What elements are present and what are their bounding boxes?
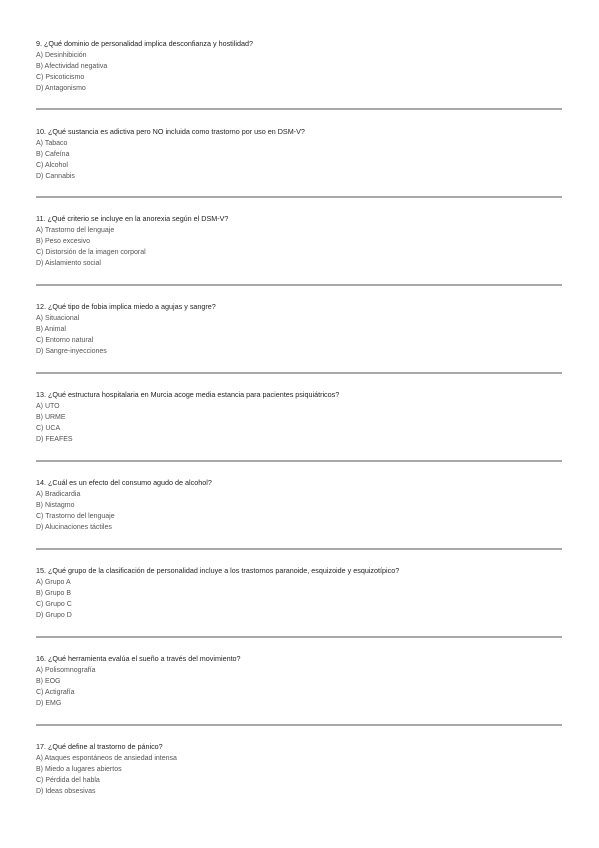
option-a: A) Polisomnografía [36,667,96,674]
option-c: C) Actigrafía [36,689,75,696]
question-text: 9. ¿Qué dominio de personalidad implica desconfianza y hostilidad? [36,39,253,48]
question-13 [36,389,560,445]
option-c: C) UCA [36,425,61,432]
option-d: D) Ideas obsesivas [36,788,96,795]
question-text: 14. ¿Cuál es un efecto del consumo agudo de alcohol? [36,478,212,487]
question-14 [36,477,560,533]
option-d: D) Aislamiento social [36,260,101,267]
question-text: 11. ¿Qué criterio se incluye en la anorexia según el DSM-V? [36,214,229,223]
option-b: B) Animal [36,326,66,333]
option-d: D) Cannabis [36,173,75,180]
question-text: 10. ¿Qué sustancia es adictiva pero NO incluida como trastorno por uso en DSM-V? [36,127,305,136]
question-17 [36,741,560,797]
separator-line [36,636,562,638]
question-10 [36,126,560,182]
question-12 [36,301,560,357]
option-d: D) Antagonismo [36,85,86,92]
separator-line [36,108,562,110]
option-d: D) Sangre-inyecciones [36,348,107,355]
option-b: B) EOG [36,678,61,685]
separator-line [36,724,562,726]
question-11 [36,213,560,269]
option-c: C) Entorno natural [36,337,94,344]
option-c: C) Psicoticismo [36,74,85,81]
option-c: C) Grupo C [36,601,72,608]
option-c: C) Pérdida del habla [36,777,100,784]
option-b: B) Nistagmo [36,502,75,509]
separator-line [36,460,562,462]
option-c: C) Distorsión de la imagen corporal [36,249,146,256]
option-a: A) UTO [36,403,60,410]
separator-line [36,548,562,550]
option-a: A) Situacional [36,315,80,322]
question-text: 16. ¿Qué herramienta evalúa el sueño a través del movimiento? [36,654,241,663]
question-9 [36,38,560,94]
separator-line [36,196,562,198]
question-text: 15. ¿Qué grupo de la clasificación de personalidad incluye a los trastornos paranoide, esquizoide y esquizotípico? [36,566,400,575]
option-b: B) Miedo a lugares abiertos [36,766,122,773]
option-c: C) Trastorno del lenguaje [36,513,115,520]
option-b: B) Cafeína [36,151,70,158]
question-text: 13. ¿Qué estructura hospitalaria en Murcia acoge media estancia para pacientes psiquiátricos? [36,390,340,399]
question-16 [36,653,560,709]
option-d: D) Alucinaciones táctiles [36,524,112,531]
option-a: A) Ataques espontáneos de ansiedad intensa [36,755,177,762]
option-a: A) Grupo A [36,579,71,586]
option-d: D) Grupo D [36,612,72,619]
separator-line [36,284,562,286]
option-c: C) Alcohol [36,162,68,169]
option-a: A) Bradicardia [36,491,81,498]
option-b: B) Afectividad negativa [36,63,108,70]
option-b: B) Peso excesivo [36,238,91,245]
option-d: D) FEAFES [36,436,73,443]
question-15 [36,565,560,621]
separator-line [36,372,562,374]
option-a: A) Tabaco [36,140,68,147]
question-text: 12. ¿Qué tipo de fobia implica miedo a agujas y sangre? [36,302,216,311]
option-a: A) Desinhibición [36,52,87,59]
question-text: 17. ¿Qué define al trastorno de pánico? [36,742,163,751]
option-b: B) URME [36,414,66,421]
option-d: D) EMG [36,700,62,707]
option-b: B) Grupo B [36,590,72,597]
option-a: A) Trastorno del lenguaje [36,227,115,234]
